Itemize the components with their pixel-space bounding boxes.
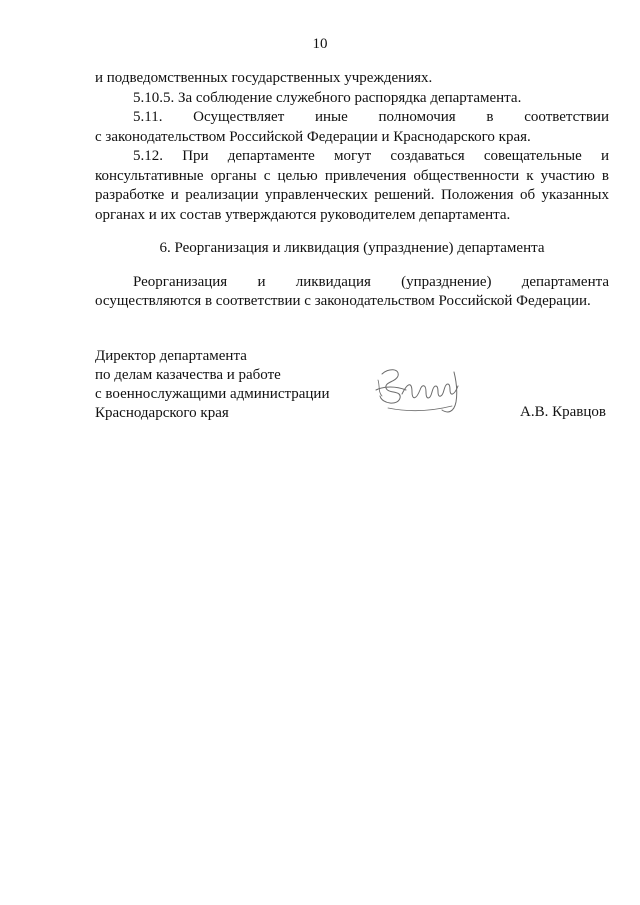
section-6-heading: 6. Реорганизация и ликвидация (упразднение) департамента (159, 240, 545, 256)
paragraph-5-10-5: 5.10.5. За соблюдение служебного распорядка департамента. (133, 89, 522, 106)
section-6-text: Реорганизация и ликвидация (упразднение) департамента осуществляются в соответствии с законодательством Российской Федерации. (95, 273, 609, 309)
position-line: с военнослужащими администрации (95, 386, 330, 402)
signature-position (95, 347, 329, 423)
paragraph-5-11-line2: с законодательством Российской Федерации и Краснодарского края. (95, 128, 531, 145)
position-line: по делам казачества и работе (95, 367, 281, 383)
position-line: Директор департамента (95, 348, 247, 364)
signer-name: А.В. Кравцов (520, 404, 606, 420)
position-line: Краснодарского края (95, 405, 229, 421)
paragraph-5-12: 5.12. При департаменте могут создаваться совещательные и консультативные органы с целью привлечения общественности к участию в разработке и реализации управленческих решений. Положения об указанных органах и их состав утверждаются руководителем департамента. (95, 148, 609, 223)
document-body (95, 69, 609, 312)
paragraph-5-11-line1: 5.11. Осуществляет иные полномочия в соответствии (133, 109, 609, 125)
page-number: 10 (312, 36, 328, 52)
handwritten-signature (368, 360, 468, 422)
paragraph-continuation: и подведомственных государственных учреждениях. (95, 70, 433, 86)
